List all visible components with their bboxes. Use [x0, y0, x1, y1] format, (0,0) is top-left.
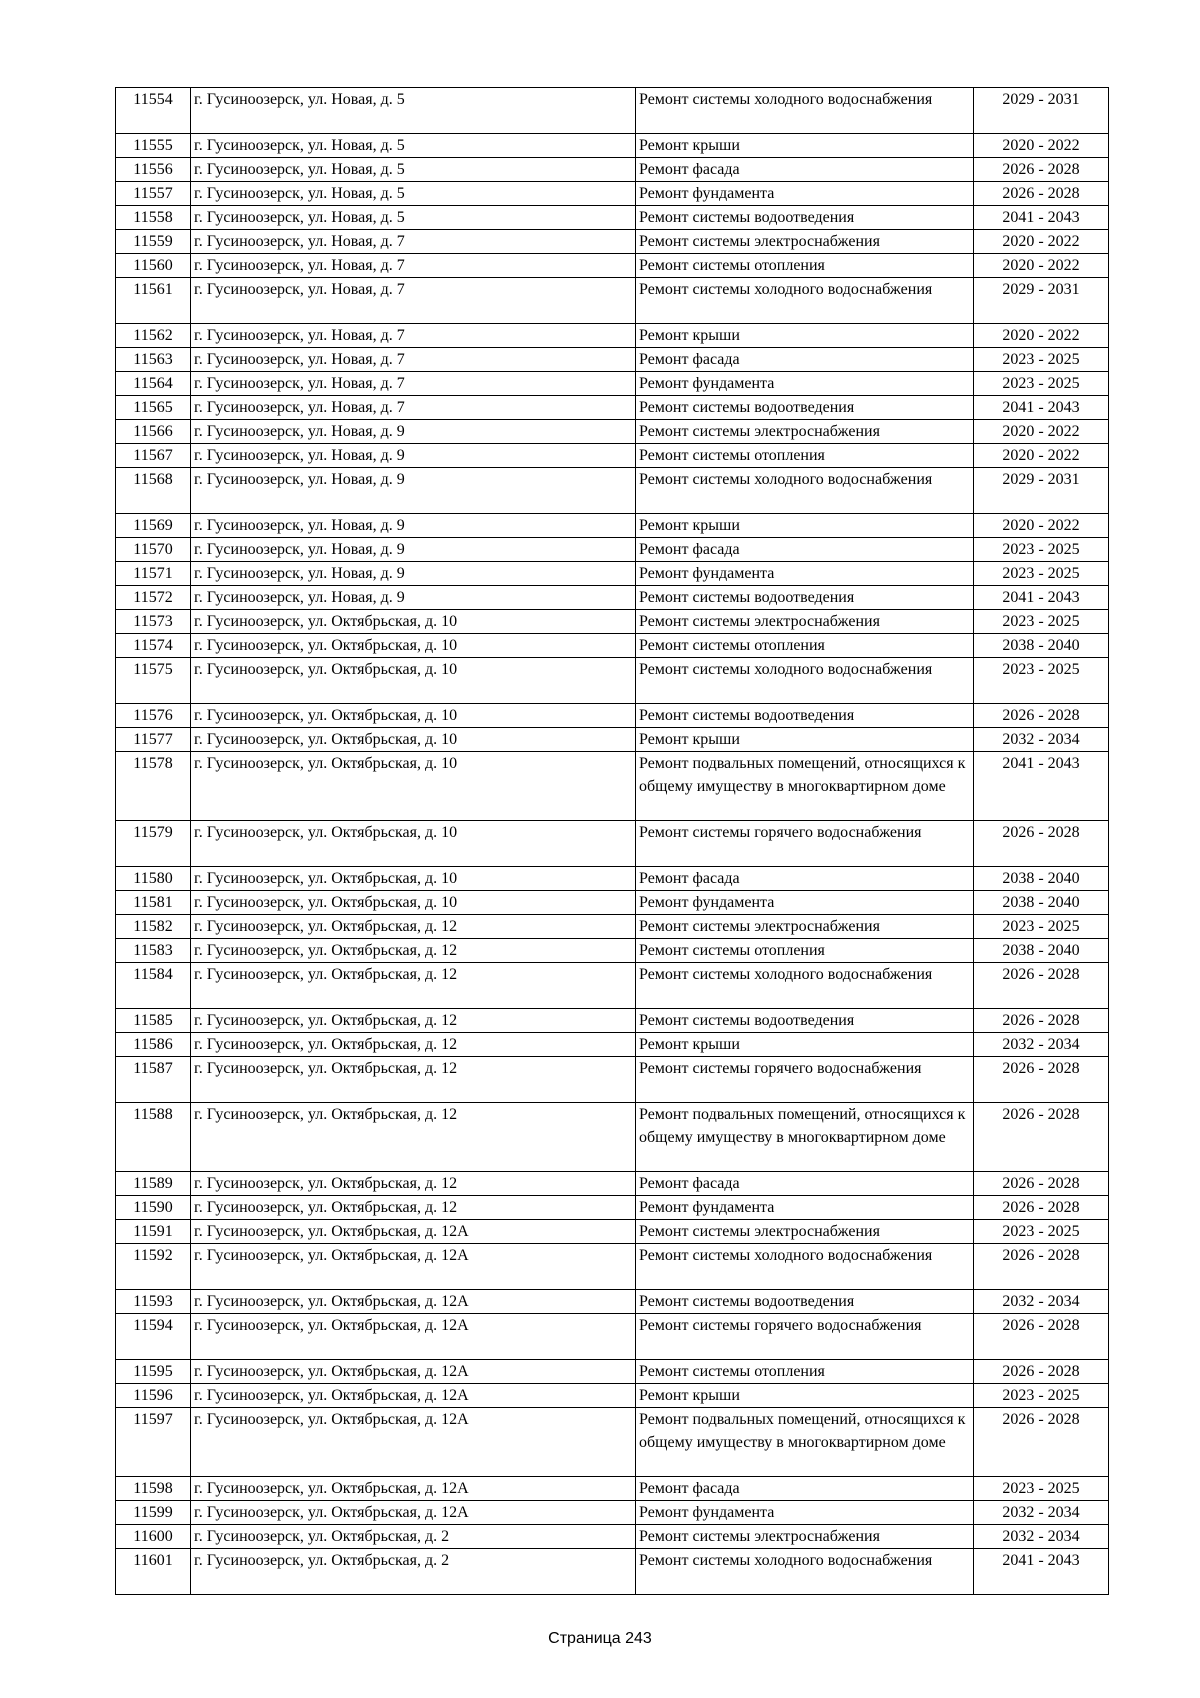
- address-cell: г. Гусиноозерск, ул. Новая, д. 5: [191, 182, 636, 206]
- address-cell: г. Гусиноозерск, ул. Октябрьская, д. 12А: [191, 1220, 636, 1244]
- work-type-cell: Ремонт фундамента: [636, 372, 974, 396]
- period-cell: 2023 - 2025: [974, 1220, 1109, 1244]
- period-cell: 2020 - 2022: [974, 134, 1109, 158]
- row-number-cell: 11586: [116, 1033, 191, 1057]
- work-type-cell: Ремонт подвальных помещений, относящихся к общему имуществу в многоквартирном доме: [636, 1408, 974, 1477]
- work-type-cell: Ремонт системы электроснабжения: [636, 1220, 974, 1244]
- table-row: [116, 420, 1109, 444]
- table-row: [116, 182, 1109, 206]
- row-number-cell: 11572: [116, 586, 191, 610]
- table-row: [116, 158, 1109, 182]
- row-number-cell: 11593: [116, 1290, 191, 1314]
- table-body: [116, 88, 1109, 1595]
- row-number-cell: 11582: [116, 915, 191, 939]
- period-cell: 2023 - 2025: [974, 658, 1109, 704]
- work-type-cell: Ремонт крыши: [636, 324, 974, 348]
- table-row: [116, 867, 1109, 891]
- table-row: [116, 1525, 1109, 1549]
- work-type-cell: Ремонт системы горячего водоснабжения: [636, 1314, 974, 1360]
- table-row: [116, 728, 1109, 752]
- address-cell: г. Гусиноозерск, ул. Октябрьская, д. 12: [191, 1033, 636, 1057]
- row-number-cell: 11598: [116, 1477, 191, 1501]
- row-number-cell: 11599: [116, 1501, 191, 1525]
- work-type-cell: Ремонт системы холодного водоснабжения: [636, 1244, 974, 1290]
- address-cell: г. Гусиноозерск, ул. Октябрьская, д. 12А: [191, 1360, 636, 1384]
- address-cell: г. Гусиноозерск, ул. Октябрьская, д. 12А: [191, 1501, 636, 1525]
- address-cell: г. Гусиноозерск, ул. Октябрьская, д. 12А: [191, 1384, 636, 1408]
- row-number-cell: 11565: [116, 396, 191, 420]
- period-cell: 2026 - 2028: [974, 1314, 1109, 1360]
- address-cell: г. Гусиноозерск, ул. Новая, д. 7: [191, 396, 636, 420]
- row-number-cell: 11594: [116, 1314, 191, 1360]
- row-number-cell: 11592: [116, 1244, 191, 1290]
- table-row: [116, 1360, 1109, 1384]
- address-cell: г. Гусиноозерск, ул. Новая, д. 9: [191, 420, 636, 444]
- work-type-cell: Ремонт фундамента: [636, 1501, 974, 1525]
- period-cell: 2038 - 2040: [974, 939, 1109, 963]
- address-cell: г. Гусиноозерск, ул. Новая, д. 7: [191, 278, 636, 324]
- table-row: [116, 1477, 1109, 1501]
- address-cell: г. Гусиноозерск, ул. Октябрьская, д. 10: [191, 610, 636, 634]
- period-cell: 2023 - 2025: [974, 562, 1109, 586]
- period-cell: 2032 - 2034: [974, 1501, 1109, 1525]
- row-number-cell: 11583: [116, 939, 191, 963]
- work-type-cell: Ремонт фундамента: [636, 562, 974, 586]
- address-cell: г. Гусиноозерск, ул. Октябрьская, д. 12А: [191, 1477, 636, 1501]
- address-cell: г. Гусиноозерск, ул. Октябрьская, д. 10: [191, 658, 636, 704]
- row-number-cell: 11588: [116, 1103, 191, 1172]
- table-row: [116, 658, 1109, 704]
- table-row: [116, 396, 1109, 420]
- address-cell: г. Гусиноозерск, ул. Октябрьская, д. 10: [191, 821, 636, 867]
- work-type-cell: Ремонт системы холодного водоснабжения: [636, 468, 974, 514]
- period-cell: 2026 - 2028: [974, 1196, 1109, 1220]
- page-number: Страница 243: [548, 1630, 652, 1647]
- table-row: [116, 206, 1109, 230]
- table-row: [116, 1384, 1109, 1408]
- work-type-cell: Ремонт фасада: [636, 348, 974, 372]
- period-cell: 2026 - 2028: [974, 704, 1109, 728]
- table-row: [116, 468, 1109, 514]
- period-cell: 2041 - 2043: [974, 396, 1109, 420]
- row-number-cell: 11570: [116, 538, 191, 562]
- row-number-cell: 11561: [116, 278, 191, 324]
- period-cell: 2032 - 2034: [974, 1033, 1109, 1057]
- period-cell: 2020 - 2022: [974, 254, 1109, 278]
- period-cell: 2029 - 2031: [974, 88, 1109, 134]
- period-cell: 2020 - 2022: [974, 444, 1109, 468]
- table-row: [116, 1501, 1109, 1525]
- address-cell: г. Гусиноозерск, ул. Октябрьская, д. 12: [191, 915, 636, 939]
- row-number-cell: 11581: [116, 891, 191, 915]
- row-number-cell: 11579: [116, 821, 191, 867]
- address-cell: г. Гусиноозерск, ул. Новая, д. 5: [191, 88, 636, 134]
- address-cell: г. Гусиноозерск, ул. Новая, д. 9: [191, 586, 636, 610]
- table-row: [116, 230, 1109, 254]
- row-number-cell: 11575: [116, 658, 191, 704]
- table-row: [116, 586, 1109, 610]
- table-row: [116, 634, 1109, 658]
- work-type-cell: Ремонт системы отопления: [636, 939, 974, 963]
- row-number-cell: 11563: [116, 348, 191, 372]
- row-number-cell: 11559: [116, 230, 191, 254]
- work-type-cell: Ремонт системы холодного водоснабжения: [636, 278, 974, 324]
- period-cell: 2029 - 2031: [974, 278, 1109, 324]
- work-type-cell: Ремонт фундамента: [636, 1196, 974, 1220]
- work-type-cell: Ремонт фасада: [636, 1172, 974, 1196]
- row-number-cell: 11580: [116, 867, 191, 891]
- work-type-cell: Ремонт системы горячего водоснабжения: [636, 821, 974, 867]
- work-type-cell: Ремонт системы холодного водоснабжения: [636, 658, 974, 704]
- row-number-cell: 11587: [116, 1057, 191, 1103]
- table-row: [116, 1290, 1109, 1314]
- address-cell: г. Гусиноозерск, ул. Октябрьская, д. 12: [191, 1009, 636, 1033]
- address-cell: г. Гусиноозерск, ул. Октябрьская, д. 10: [191, 704, 636, 728]
- work-type-cell: Ремонт системы электроснабжения: [636, 230, 974, 254]
- period-cell: 2026 - 2028: [974, 1172, 1109, 1196]
- table-row: [116, 1549, 1109, 1595]
- work-type-cell: Ремонт системы горячего водоснабжения: [636, 1057, 974, 1103]
- work-type-cell: Ремонт фасада: [636, 867, 974, 891]
- table-row: [116, 939, 1109, 963]
- address-cell: г. Гусиноозерск, ул. Новая, д. 7: [191, 324, 636, 348]
- row-number-cell: 11595: [116, 1360, 191, 1384]
- work-type-cell: Ремонт крыши: [636, 1384, 974, 1408]
- address-cell: г. Гусиноозерск, ул. Октябрьская, д. 12: [191, 1172, 636, 1196]
- period-cell: 2023 - 2025: [974, 915, 1109, 939]
- period-cell: 2023 - 2025: [974, 372, 1109, 396]
- period-cell: 2026 - 2028: [974, 821, 1109, 867]
- table-row: [116, 610, 1109, 634]
- period-cell: 2020 - 2022: [974, 230, 1109, 254]
- work-type-cell: Ремонт крыши: [636, 728, 974, 752]
- row-number-cell: 11564: [116, 372, 191, 396]
- address-cell: г. Гусиноозерск, ул. Октябрьская, д. 12: [191, 963, 636, 1009]
- row-number-cell: 11557: [116, 182, 191, 206]
- work-type-cell: Ремонт фундамента: [636, 891, 974, 915]
- row-number-cell: 11597: [116, 1408, 191, 1477]
- period-cell: 2026 - 2028: [974, 182, 1109, 206]
- work-type-cell: Ремонт системы водоотведения: [636, 1009, 974, 1033]
- work-type-cell: Ремонт системы электроснабжения: [636, 915, 974, 939]
- table-row: [116, 1314, 1109, 1360]
- period-cell: 2038 - 2040: [974, 634, 1109, 658]
- work-type-cell: Ремонт системы электроснабжения: [636, 420, 974, 444]
- address-cell: г. Гусиноозерск, ул. Октябрьская, д. 12: [191, 1057, 636, 1103]
- row-number-cell: 11571: [116, 562, 191, 586]
- period-cell: 2020 - 2022: [974, 324, 1109, 348]
- row-number-cell: 11556: [116, 158, 191, 182]
- period-cell: 2020 - 2022: [974, 514, 1109, 538]
- address-cell: г. Гусиноозерск, ул. Новая, д. 7: [191, 348, 636, 372]
- period-cell: 2029 - 2031: [974, 468, 1109, 514]
- work-type-cell: Ремонт системы отопления: [636, 1360, 974, 1384]
- period-cell: 2023 - 2025: [974, 348, 1109, 372]
- table-row: [116, 324, 1109, 348]
- address-cell: г. Гусиноозерск, ул. Новая, д. 7: [191, 254, 636, 278]
- period-cell: 2041 - 2043: [974, 206, 1109, 230]
- address-cell: г. Гусиноозерск, ул. Новая, д. 5: [191, 158, 636, 182]
- period-cell: 2041 - 2043: [974, 1549, 1109, 1595]
- table-row: [116, 1220, 1109, 1244]
- work-type-cell: Ремонт системы водоотведения: [636, 206, 974, 230]
- period-cell: 2023 - 2025: [974, 1477, 1109, 1501]
- period-cell: 2038 - 2040: [974, 867, 1109, 891]
- row-number-cell: 11589: [116, 1172, 191, 1196]
- address-cell: г. Гусиноозерск, ул. Октябрьская, д. 2: [191, 1525, 636, 1549]
- table-row: [116, 1103, 1109, 1172]
- row-number-cell: 11591: [116, 1220, 191, 1244]
- address-cell: г. Гусиноозерск, ул. Новая, д. 5: [191, 134, 636, 158]
- period-cell: 2020 - 2022: [974, 420, 1109, 444]
- period-cell: 2032 - 2034: [974, 1525, 1109, 1549]
- table-row: [116, 514, 1109, 538]
- period-cell: 2023 - 2025: [974, 1384, 1109, 1408]
- work-type-cell: Ремонт системы холодного водоснабжения: [636, 1549, 974, 1595]
- period-cell: 2032 - 2034: [974, 728, 1109, 752]
- work-type-cell: Ремонт подвальных помещений, относящихся к общему имуществу в многоквартирном доме: [636, 1103, 974, 1172]
- work-type-cell: Ремонт фундамента: [636, 182, 974, 206]
- row-number-cell: 11560: [116, 254, 191, 278]
- table-row: [116, 278, 1109, 324]
- row-number-cell: 11574: [116, 634, 191, 658]
- period-cell: 2041 - 2043: [974, 586, 1109, 610]
- work-type-cell: Ремонт фасада: [636, 1477, 974, 1501]
- period-cell: 2026 - 2028: [974, 1009, 1109, 1033]
- row-number-cell: 11555: [116, 134, 191, 158]
- work-type-cell: Ремонт крыши: [636, 514, 974, 538]
- row-number-cell: 11566: [116, 420, 191, 444]
- work-type-cell: Ремонт системы холодного водоснабжения: [636, 963, 974, 1009]
- period-cell: 2038 - 2040: [974, 891, 1109, 915]
- table-row: [116, 1009, 1109, 1033]
- table-row: [116, 254, 1109, 278]
- row-number-cell: 11576: [116, 704, 191, 728]
- period-cell: 2026 - 2028: [974, 1244, 1109, 1290]
- work-type-cell: Ремонт системы отопления: [636, 444, 974, 468]
- work-type-cell: Ремонт системы холодного водоснабжения: [636, 88, 974, 134]
- address-cell: г. Гусиноозерск, ул. Новая, д. 7: [191, 372, 636, 396]
- row-number-cell: 11567: [116, 444, 191, 468]
- table-row: [116, 88, 1109, 134]
- period-cell: 2023 - 2025: [974, 538, 1109, 562]
- work-type-cell: Ремонт системы отопления: [636, 254, 974, 278]
- work-type-cell: Ремонт фасада: [636, 158, 974, 182]
- address-cell: г. Гусиноозерск, ул. Октябрьская, д. 12: [191, 1196, 636, 1220]
- address-cell: г. Гусиноозерск, ул. Новая, д. 9: [191, 468, 636, 514]
- work-type-cell: Ремонт подвальных помещений, относящихся к общему имуществу в многоквартирном доме: [636, 752, 974, 821]
- period-cell: 2026 - 2028: [974, 1360, 1109, 1384]
- work-type-cell: Ремонт системы водоотведения: [636, 396, 974, 420]
- work-type-cell: Ремонт фасада: [636, 538, 974, 562]
- address-cell: г. Гусиноозерск, ул. Новая, д. 7: [191, 230, 636, 254]
- work-type-cell: Ремонт системы электроснабжения: [636, 610, 974, 634]
- work-type-cell: Ремонт системы водоотведения: [636, 1290, 974, 1314]
- table-row: [116, 444, 1109, 468]
- period-cell: 2026 - 2028: [974, 1057, 1109, 1103]
- row-number-cell: 11584: [116, 963, 191, 1009]
- address-cell: г. Гусиноозерск, ул. Октябрьская, д. 12: [191, 1103, 636, 1172]
- table-row: [116, 891, 1109, 915]
- address-cell: г. Гусиноозерск, ул. Октябрьская, д. 12А: [191, 1314, 636, 1360]
- address-cell: г. Гусиноозерск, ул. Октябрьская, д. 12А: [191, 1408, 636, 1477]
- row-number-cell: 11590: [116, 1196, 191, 1220]
- work-type-cell: Ремонт системы водоотведения: [636, 586, 974, 610]
- table-row: [116, 915, 1109, 939]
- table-row: [116, 1408, 1109, 1477]
- row-number-cell: 11569: [116, 514, 191, 538]
- address-cell: г. Гусиноозерск, ул. Новая, д. 9: [191, 444, 636, 468]
- table-row: [116, 538, 1109, 562]
- work-type-cell: Ремонт системы отопления: [636, 634, 974, 658]
- address-cell: г. Гусиноозерск, ул. Октябрьская, д. 12А: [191, 1290, 636, 1314]
- period-cell: 2023 - 2025: [974, 610, 1109, 634]
- address-cell: г. Гусиноозерск, ул. Октябрьская, д. 10: [191, 728, 636, 752]
- address-cell: г. Гусиноозерск, ул. Октябрьская, д. 10: [191, 891, 636, 915]
- work-type-cell: Ремонт крыши: [636, 134, 974, 158]
- table-row: [116, 1196, 1109, 1220]
- work-type-cell: Ремонт системы водоотведения: [636, 704, 974, 728]
- row-number-cell: 11578: [116, 752, 191, 821]
- table-row: [116, 562, 1109, 586]
- address-cell: г. Гусиноозерск, ул. Октябрьская, д. 10: [191, 867, 636, 891]
- row-number-cell: 11596: [116, 1384, 191, 1408]
- period-cell: 2026 - 2028: [974, 158, 1109, 182]
- address-cell: г. Гусиноозерск, ул. Октябрьская, д. 12А: [191, 1244, 636, 1290]
- address-cell: г. Гусиноозерск, ул. Октябрьская, д. 12: [191, 939, 636, 963]
- address-cell: г. Гусиноозерск, ул. Новая, д. 5: [191, 206, 636, 230]
- address-cell: г. Гусиноозерск, ул. Октябрьская, д. 2: [191, 1549, 636, 1595]
- period-cell: 2032 - 2034: [974, 1290, 1109, 1314]
- table-row: [116, 1057, 1109, 1103]
- address-cell: г. Гусиноозерск, ул. Октябрьская, д. 10: [191, 634, 636, 658]
- table-row: [116, 704, 1109, 728]
- work-type-cell: Ремонт системы электроснабжения: [636, 1525, 974, 1549]
- period-cell: 2026 - 2028: [974, 963, 1109, 1009]
- table-row: [116, 821, 1109, 867]
- table-row: [116, 372, 1109, 396]
- period-cell: 2041 - 2043: [974, 752, 1109, 821]
- address-cell: г. Гусиноозерск, ул. Новая, д. 9: [191, 514, 636, 538]
- table-row: [116, 963, 1109, 1009]
- table-row: [116, 1244, 1109, 1290]
- table-row: [116, 134, 1109, 158]
- work-type-cell: Ремонт крыши: [636, 1033, 974, 1057]
- period-cell: 2026 - 2028: [974, 1408, 1109, 1477]
- row-number-cell: 11562: [116, 324, 191, 348]
- table-row: [116, 1033, 1109, 1057]
- table-row: [116, 752, 1109, 821]
- row-number-cell: 11601: [116, 1549, 191, 1595]
- row-number-cell: 11585: [116, 1009, 191, 1033]
- address-cell: г. Гусиноозерск, ул. Новая, д. 9: [191, 538, 636, 562]
- table-row: [116, 348, 1109, 372]
- repair-schedule-table: [115, 87, 1109, 1595]
- address-cell: г. Гусиноозерск, ул. Октябрьская, д. 10: [191, 752, 636, 821]
- row-number-cell: 11554: [116, 88, 191, 134]
- row-number-cell: 11577: [116, 728, 191, 752]
- row-number-cell: 11568: [116, 468, 191, 514]
- row-number-cell: 11600: [116, 1525, 191, 1549]
- table-row: [116, 1172, 1109, 1196]
- address-cell: г. Гусиноозерск, ул. Новая, д. 9: [191, 562, 636, 586]
- period-cell: 2026 - 2028: [974, 1103, 1109, 1172]
- row-number-cell: 11573: [116, 610, 191, 634]
- row-number-cell: 11558: [116, 206, 191, 230]
